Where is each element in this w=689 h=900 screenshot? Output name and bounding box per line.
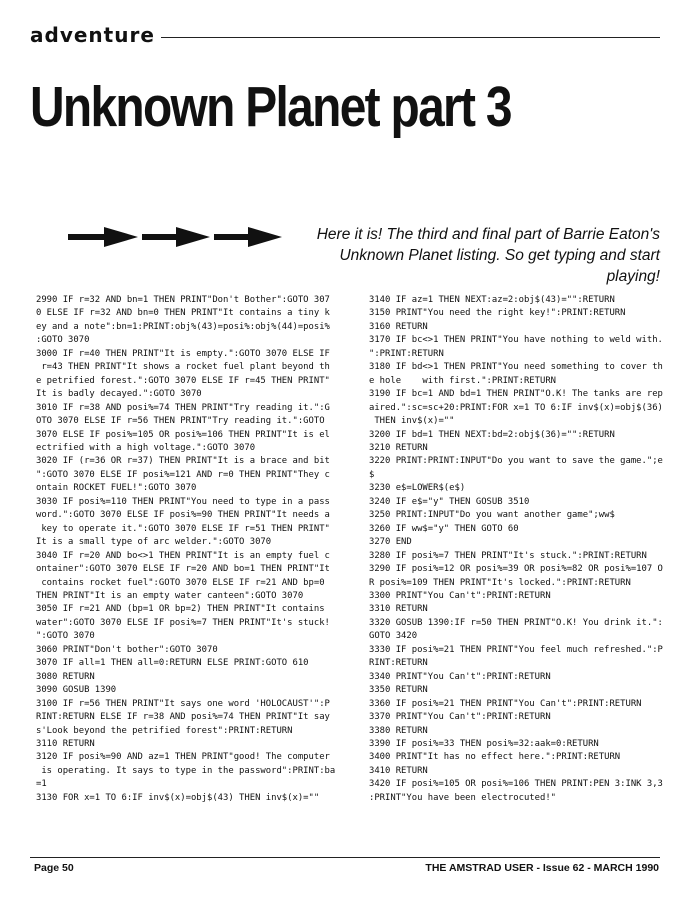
code-line: :GOTO 3070: [36, 335, 90, 346]
code-line: 3150 PRINT"You need the right key!":PRINT:RETURN: [369, 308, 626, 319]
code-line: 3020 IF (r=36 OR r=37) THEN PRINT"It is a brace and bit: [36, 456, 330, 467]
code-line: :PRINT"You have been electrocuted!": [369, 792, 557, 803]
code-line: 3180 IF bd<>1 THEN PRINT"You need something to cover th: [369, 362, 663, 373]
code-line: RINT:RETURN ELSE IF r=38 AND posi%=74 THEN PRINT"It say: [36, 712, 330, 723]
code-line: 3240 IF e$="y" THEN GOSUB 3510: [369, 496, 530, 507]
code-line: r=43 THEN PRINT"It shows a rocket fuel plant beyond th: [36, 362, 330, 373]
code-line: It is badly decayed.":GOTO 3070: [36, 389, 202, 400]
code-line: =1: [36, 779, 47, 790]
intro-text: Here it is! The third and final part of Barrie Eaton's Unknown Planet listing. So get typing and start playing!: [316, 226, 660, 285]
code-line: $: [369, 469, 375, 480]
code-line: THEN inv$(x)="": [369, 416, 455, 427]
code-line: is operating. It says to type in the password":PRINT:ba: [36, 765, 336, 776]
code-line: 3230 e$=LOWER$(e$): [369, 483, 466, 494]
code-line: 3070 IF all=1 THEN all=0:RETURN ELSE PRINT:GOTO 610: [36, 658, 309, 669]
code-line: 3290 IF posi%=12 OR posi%=39 OR posi%=82 OR posi%=107 O: [369, 564, 663, 575]
issue-info: THE AMSTRAD USER - Issue 62 - MARCH 1990: [425, 862, 659, 874]
code-line: 2990 IF r=32 AND bn=1 THEN PRINT"Don't Bother":GOTO 307: [36, 295, 330, 305]
code-line: 3310 RETURN: [369, 604, 428, 615]
code-line: e hole with first.":PRINT:RETURN: [369, 375, 557, 386]
code-line: RINT:RETURN: [369, 658, 428, 669]
listing-column-right: [369, 294, 663, 805]
code-line: 3060 PRINT"Don't bother":GOTO 3070: [36, 644, 218, 655]
code-line: 3300 PRINT"You Can't":PRINT:RETURN: [369, 590, 551, 601]
code-line: 3110 RETURN: [36, 738, 95, 749]
code-line: 3410 RETURN: [369, 765, 428, 776]
code-line: GOTO 3420: [369, 631, 418, 642]
code-line: 3170 IF bc<>1 THEN PRINT"You have nothing to weld with.: [369, 335, 663, 346]
footer-rule: [30, 857, 660, 858]
code-line: 3420 IF posi%=105 OR posi%=106 THEN PRINT:PEN 3:INK 3,3: [369, 779, 663, 790]
section-label: adventure: [30, 23, 161, 47]
code-line: 3140 IF az=1 THEN NEXT:az=2:obj$(43)="":RETURN: [369, 295, 615, 305]
code-line: 3010 IF r=38 AND posi%=74 THEN PRINT"Try reading it.":G: [36, 402, 330, 413]
code-line: 3400 PRINT"It has no effect here.":PRINT:RETURN: [369, 752, 621, 763]
code-line: 3220 PRINT:PRINT:INPUT"Do you want to save the game.";e: [369, 456, 663, 467]
code-line: 0 ELSE IF r=32 AND bn=0 THEN PRINT"It contains a tiny k: [36, 308, 330, 319]
code-line: 3100 IF r=56 THEN PRINT"It says one word 'HOLOCAUST'":P: [36, 698, 330, 709]
code-line: 3160 RETURN: [369, 321, 428, 332]
code-line: 3250 PRINT:INPUT"Do you want another game";ww$: [369, 510, 615, 521]
code-line: R posi%=109 THEN PRINT"It's locked.":PRINT:RETURN: [369, 577, 631, 588]
code-line: 3070 ELSE IF posi%=105 OR posi%=106 THEN PRINT"It is el: [36, 429, 330, 440]
code-line: 3260 IF ww$="y" THEN GOTO 60: [369, 523, 519, 534]
listing-column-left: [36, 294, 335, 805]
code-line: 3350 RETURN: [369, 685, 428, 696]
code-line: 3030 IF posi%=110 THEN PRINT"You need to type in a pass: [36, 496, 330, 507]
page-number: Page 50: [34, 862, 74, 874]
code-line: s'Look beyond the petrified forest":PRINT:RETURN: [36, 725, 293, 736]
code-line: e petrified forest.":GOTO 3070 ELSE IF r=45 THEN PRINT": [36, 375, 330, 386]
code-line: 3200 IF bd=1 THEN NEXT:bd=2:obj$(36)="":RETURN: [369, 429, 615, 440]
code-line: 3280 IF posi%=7 THEN PRINT"It's stuck.":PRINT:RETURN: [369, 550, 647, 561]
code-line: aired.":sc=sc+20:PRINT:FOR x=1 TO 6:IF inv$(x)=obj$(36): [369, 402, 663, 413]
code-line: 3130 FOR x=1 TO 6:IF inv$(x)=obj$(43) THEN inv$(x)="": [36, 792, 320, 803]
code-line: 3270 END: [369, 537, 412, 548]
code-line: ectrified with a high voltage.":GOTO 3070: [36, 442, 256, 453]
code-line: ontainer":GOTO 3070 ELSE IF r=20 AND bo=1 THEN PRINT"It: [36, 564, 330, 575]
code-line: 3050 IF r=21 AND (bp=1 OR bp=2) THEN PRINT"It contains: [36, 604, 325, 615]
code-line: 3040 IF r=20 AND bo<>1 THEN PRINT"It is an empty fuel c: [36, 550, 330, 561]
code-line: 3000 IF r=40 THEN PRINT"It is empty.":GOTO 3070 ELSE IF: [36, 348, 330, 359]
section-header: [30, 23, 660, 47]
code-line: 3390 IF posi%=33 THEN posi%=32:aak=0:RETURN: [369, 738, 599, 749]
code-line: 3340 PRINT"You Can't":PRINT:RETURN: [369, 671, 551, 682]
code-line: 3370 PRINT"You Can't":PRINT:RETURN: [369, 712, 551, 723]
code-line: 3080 RETURN: [36, 671, 95, 682]
code-line: word.":GOTO 3070 ELSE IF posi%=90 THEN PRINT"It needs a: [36, 510, 330, 521]
code-line: ":GOTO 3070 ELSE IF posi%=121 AND r=0 THEN PRINT"They c: [36, 469, 330, 480]
code-line: 3120 IF posi%=90 AND az=1 THEN PRINT"good! The computer: [36, 752, 330, 763]
code-line: 3330 IF posi%=21 THEN PRINT"You feel much refreshed.":P: [369, 644, 663, 655]
code-line: OTO 3070 ELSE IF r=56 THEN PRINT"Try reading it.":GOTO: [36, 416, 325, 427]
three-right-arrows-icon: [68, 226, 283, 248]
code-line: water":GOTO 3070 ELSE IF posi%=7 THEN PRINT"It's stuck!: [36, 617, 330, 628]
code-line: 3380 RETURN: [369, 725, 428, 736]
code-line: 3210 RETURN: [369, 442, 428, 453]
code-line: THEN PRINT"It is an empty water canteen":GOTO 3070: [36, 590, 304, 601]
article-title: Unknown Planet part 3: [30, 75, 511, 139]
code-line: 3090 GOSUB 1390: [36, 685, 117, 696]
code-line: ey and a note":bn=1:PRINT:obj%(43)=posi%:obj%(44)=posi%: [36, 321, 330, 332]
code-line: 3190 IF bc=1 AND bd=1 THEN PRINT"O.K! The tanks are rep: [369, 389, 663, 400]
code-line: ":GOTO 3070: [36, 631, 95, 642]
code-line: 3320 GOSUB 1390:IF r=50 THEN PRINT"O.K! You drink it.":: [369, 617, 663, 628]
code-line: key to operate it.":GOTO 3070 ELSE IF r=51 THEN PRINT": [36, 523, 330, 534]
code-line: contains rocket fuel":GOTO 3070 ELSE IF r=21 AND bp=0: [36, 577, 325, 588]
code-line: 3360 IF posi%=21 THEN PRINT"You Can't":PRINT:RETURN: [369, 698, 642, 709]
code-line: ontain ROCKET FUEL!":GOTO 3070: [36, 483, 197, 494]
code-line: ":PRINT:RETURN: [369, 348, 444, 359]
code-line: It is a small type of arc welder.":GOTO 3070: [36, 537, 272, 548]
